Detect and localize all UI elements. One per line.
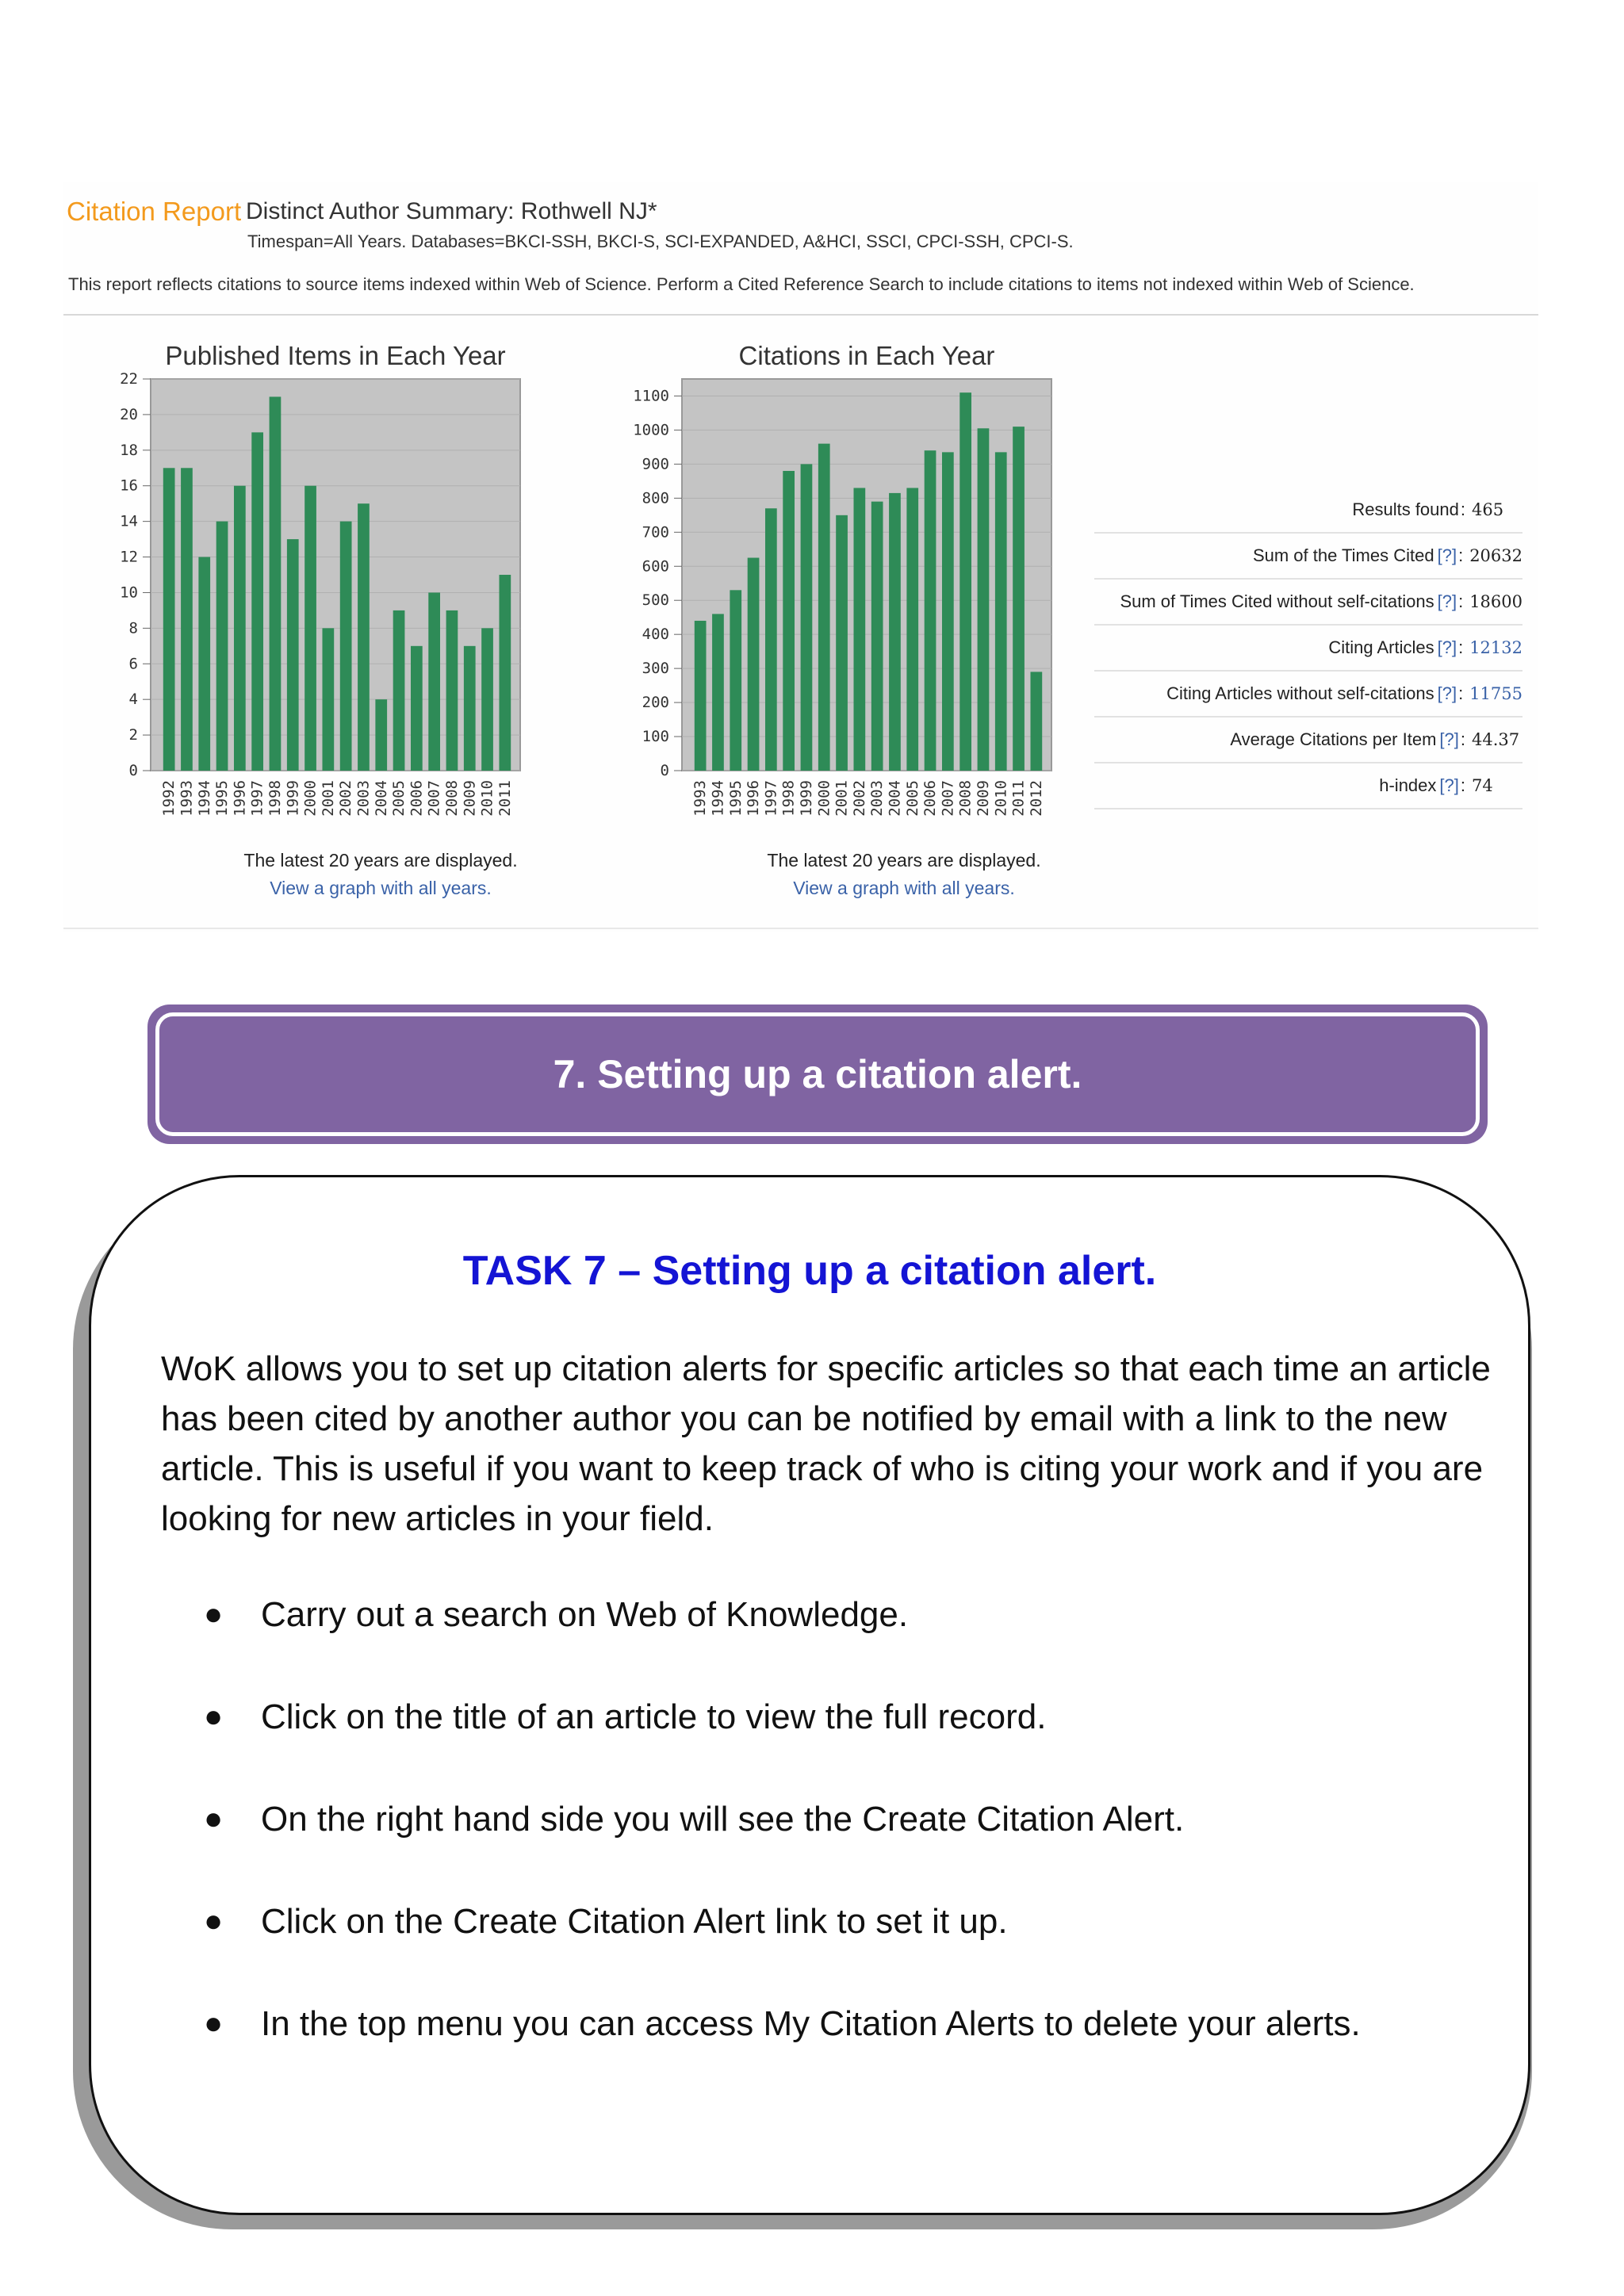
stat-row xyxy=(1094,763,1522,809)
chart-title: Published Items in Each Year xyxy=(165,341,506,370)
bar xyxy=(748,558,760,771)
help-link[interactable]: [?] xyxy=(1439,775,1459,795)
help-link[interactable]: [?] xyxy=(1437,637,1457,657)
bar xyxy=(270,396,282,771)
step-text: Carry out a search on Web of Knowledge. xyxy=(261,1595,909,1634)
y-tick-label: 1000 xyxy=(633,421,669,439)
bar xyxy=(801,464,813,771)
bar xyxy=(322,628,334,771)
report-subtitle: Distinct Author Summary: Rothwell NJ* xyxy=(246,198,657,224)
stat-row xyxy=(1094,718,1522,763)
y-tick-label: 20 xyxy=(120,405,138,423)
step-text: Click on the Create Citation Alert link to set it up. xyxy=(261,1902,1008,1941)
y-tick-label: 12 xyxy=(120,548,138,566)
bar xyxy=(428,592,440,771)
x-tick-label: 2006 xyxy=(408,780,426,817)
citations-chart xyxy=(595,333,1102,844)
x-tick-label: 2011 xyxy=(496,780,514,817)
caption-text: The latest 20 years are displayed. xyxy=(767,850,1041,871)
stat-colon: : xyxy=(1460,499,1465,519)
bar xyxy=(853,488,865,771)
section-banner-frame xyxy=(155,1012,1480,1136)
y-tick-label: 1100 xyxy=(633,387,669,405)
x-tick-label: 2001 xyxy=(319,780,337,817)
bullet-icon: ● xyxy=(204,1699,224,1734)
x-tick-label: 1998 xyxy=(779,780,798,817)
bar xyxy=(499,575,511,771)
list-item xyxy=(161,1999,1509,2049)
step-text: In the top menu you can access My Citation Alerts to delete your alerts. xyxy=(261,2004,1361,2043)
x-tick-label: 2000 xyxy=(815,780,833,817)
bar xyxy=(783,471,795,771)
stat-row xyxy=(1094,672,1522,718)
step-text: Click on the title of an article to view the full record. xyxy=(261,1697,1047,1736)
help-link[interactable]: [?] xyxy=(1437,545,1457,565)
caption-text: The latest 20 years are displayed. xyxy=(243,850,518,871)
bar xyxy=(234,486,246,771)
y-tick-label: 22 xyxy=(120,370,138,388)
stat-label: Sum of the Times Cited xyxy=(1252,545,1434,565)
y-tick-label: 600 xyxy=(642,557,669,576)
x-tick-label: 1995 xyxy=(213,780,232,817)
y-tick-label: 200 xyxy=(642,694,669,712)
view-all-years-link[interactable]: View a graph with all years. xyxy=(270,878,492,898)
stat-colon: : xyxy=(1460,775,1465,795)
x-tick-label: 1998 xyxy=(266,780,284,817)
stat-label: Citing Articles without self-citations xyxy=(1166,683,1434,703)
help-link[interactable]: [?] xyxy=(1439,729,1459,749)
x-tick-label: 2007 xyxy=(425,780,443,817)
bar xyxy=(959,392,971,771)
x-tick-label: 2010 xyxy=(478,780,496,817)
list-item xyxy=(161,1692,1509,1742)
x-tick-label: 2004 xyxy=(886,780,904,817)
bar xyxy=(375,699,387,771)
bar xyxy=(712,614,724,771)
list-item xyxy=(161,1896,1509,1946)
bar xyxy=(181,468,193,771)
y-tick-label: 400 xyxy=(642,626,669,644)
x-tick-label: 2003 xyxy=(868,780,887,817)
stat-value: 74 xyxy=(1472,776,1493,795)
view-all-years-link[interactable]: View a graph with all years. xyxy=(793,878,1015,898)
y-tick-label: 4 xyxy=(128,691,138,709)
x-tick-label: 2004 xyxy=(372,780,390,817)
bar xyxy=(287,539,299,771)
x-tick-label: 2007 xyxy=(939,780,957,817)
citation-report-screenshot xyxy=(63,182,1538,932)
task-intro: WoK allows you to set up citation alerts for specific articles so that each time an article has been cited by another author you can be notified by email with a link to the new article. This is useful if you want to keep track of who is citing your work and if you are looking for new articles in your field. xyxy=(161,1349,1491,1538)
bar xyxy=(942,452,954,771)
y-tick-label: 500 xyxy=(642,591,669,610)
x-tick-label: 2011 xyxy=(1009,780,1028,817)
bar xyxy=(978,428,990,771)
x-tick-label: 2000 xyxy=(301,780,320,817)
chart-caption-citations xyxy=(682,850,1126,899)
bar xyxy=(411,646,423,771)
stat-label: Average Citations per Item xyxy=(1230,729,1437,749)
y-tick-label: 16 xyxy=(120,476,138,495)
bar xyxy=(836,515,848,771)
x-tick-label: 1999 xyxy=(284,780,302,817)
chart-caption-published xyxy=(159,850,603,899)
x-tick-label: 1996 xyxy=(231,780,249,817)
y-tick-label: 100 xyxy=(642,728,669,746)
x-tick-label: 2002 xyxy=(850,780,868,817)
x-tick-label: 1995 xyxy=(726,780,745,817)
bar xyxy=(906,488,918,771)
published-items-chart xyxy=(63,333,571,844)
bar xyxy=(889,493,901,771)
bar xyxy=(1013,427,1025,771)
bar xyxy=(393,610,405,771)
citing-articles-nonself-link[interactable]: 11755 xyxy=(1469,684,1522,703)
x-tick-label: 2006 xyxy=(921,780,940,817)
chart-svg xyxy=(595,333,1102,840)
bar xyxy=(340,522,352,771)
y-tick-label: 8 xyxy=(128,619,138,637)
bullet-icon: ● xyxy=(204,2006,224,2041)
report-timespan: Timespan=All Years. Databases=BKCI-SSH, BKCI-S, SCI-EXPANDED, A&HCI, SSCI, CPCI-SSH, CPCI-S. xyxy=(247,232,1074,251)
x-tick-label: 1994 xyxy=(709,780,727,817)
stat-colon: : xyxy=(1458,683,1464,703)
x-tick-label: 2005 xyxy=(903,780,921,817)
y-tick-label: 0 xyxy=(128,762,138,779)
stat-label: Sum of Times Cited without self-citations xyxy=(1120,591,1434,611)
x-tick-label: 1997 xyxy=(762,780,780,817)
x-tick-label: 2009 xyxy=(974,780,992,817)
bar xyxy=(818,444,830,771)
y-tick-label: 800 xyxy=(642,489,669,507)
x-tick-label: 1992 xyxy=(160,780,178,817)
chart-title: Citations in Each Year xyxy=(738,341,995,370)
stat-row xyxy=(1094,626,1522,672)
x-tick-label: 2001 xyxy=(833,780,851,817)
y-tick-label: 2 xyxy=(128,726,138,744)
stat-value: 18600 xyxy=(1469,592,1522,611)
stat-colon: : xyxy=(1460,729,1465,749)
x-tick-label: 1994 xyxy=(195,780,213,817)
bar xyxy=(730,590,741,771)
divider xyxy=(63,928,1538,929)
x-tick-label: 2009 xyxy=(461,780,479,817)
bar xyxy=(925,450,936,771)
bar xyxy=(358,503,370,771)
y-tick-label: 6 xyxy=(128,655,138,673)
stat-colon: : xyxy=(1458,591,1464,611)
x-tick-label: 1997 xyxy=(248,780,266,817)
stat-label: Results found xyxy=(1352,499,1459,519)
stat-value: 44.37 xyxy=(1472,730,1520,749)
bar xyxy=(163,468,175,771)
bar xyxy=(995,452,1007,771)
x-tick-label: 2010 xyxy=(992,780,1010,817)
stat-label: h-index xyxy=(1379,775,1437,795)
y-tick-label: 14 xyxy=(120,512,138,530)
x-tick-label: 1999 xyxy=(797,780,815,817)
bullet-icon: ● xyxy=(204,1801,224,1836)
bar xyxy=(464,646,476,771)
bar xyxy=(304,486,316,771)
x-tick-label: 1993 xyxy=(178,780,196,817)
y-tick-label: 900 xyxy=(642,455,669,473)
bullet-icon: ● xyxy=(204,1904,224,1938)
x-tick-label: 2003 xyxy=(354,780,373,817)
stat-row xyxy=(1094,488,1522,534)
x-tick-label: 2008 xyxy=(956,780,975,817)
bar xyxy=(446,610,458,771)
x-tick-label: 2002 xyxy=(337,780,355,817)
step-text: On the right hand side you will see the Create Citation Alert. xyxy=(261,1800,1185,1839)
bar xyxy=(765,508,777,771)
x-tick-label: 2008 xyxy=(442,780,461,817)
stat-row xyxy=(1094,580,1522,626)
bar xyxy=(481,628,493,771)
y-tick-label: 700 xyxy=(642,523,669,541)
bar xyxy=(198,557,210,771)
x-tick-label: 2012 xyxy=(1027,780,1045,817)
stat-label: Citing Articles xyxy=(1328,637,1434,657)
list-item xyxy=(161,1794,1509,1844)
bar xyxy=(216,522,228,771)
report-title: Citation Report xyxy=(67,197,242,226)
divider xyxy=(63,314,1538,316)
x-tick-label: 1993 xyxy=(691,780,710,817)
stat-colon: : xyxy=(1458,545,1464,565)
stat-row xyxy=(1094,534,1522,580)
bar xyxy=(695,621,707,771)
task-steps xyxy=(161,1590,1509,2101)
x-tick-label: 1996 xyxy=(745,780,763,817)
bar xyxy=(251,432,263,771)
bar xyxy=(1030,672,1042,771)
bar xyxy=(871,502,883,771)
help-link[interactable]: [?] xyxy=(1437,591,1457,611)
section-banner xyxy=(147,1004,1488,1144)
y-tick-label: 300 xyxy=(642,660,669,678)
citation-stats-table xyxy=(1094,488,1522,809)
help-link[interactable]: [?] xyxy=(1437,683,1457,703)
x-tick-label: 2005 xyxy=(390,780,408,817)
y-tick-label: 18 xyxy=(120,441,138,459)
y-tick-label: 0 xyxy=(660,762,669,779)
stat-value: 20632 xyxy=(1469,546,1522,565)
task-title: TASK 7 – Setting up a citation alert. xyxy=(462,1248,1157,1294)
bullet-icon: ● xyxy=(204,1597,224,1632)
section-heading: 7. Setting up a citation alert. xyxy=(553,1052,1082,1096)
report-note: This report reflects citations to source items indexed within Web of Science. Perform a Cited Reference Search to include citations to items not indexed within Web of Science. xyxy=(68,274,1415,294)
stat-colon: : xyxy=(1458,637,1464,657)
stat-value: 465 xyxy=(1472,500,1504,519)
citing-articles-link[interactable]: 12132 xyxy=(1469,638,1522,657)
list-item xyxy=(161,1590,1509,1640)
chart-svg xyxy=(63,333,571,840)
task-box xyxy=(89,1175,1530,2215)
y-tick-label: 10 xyxy=(120,584,138,602)
